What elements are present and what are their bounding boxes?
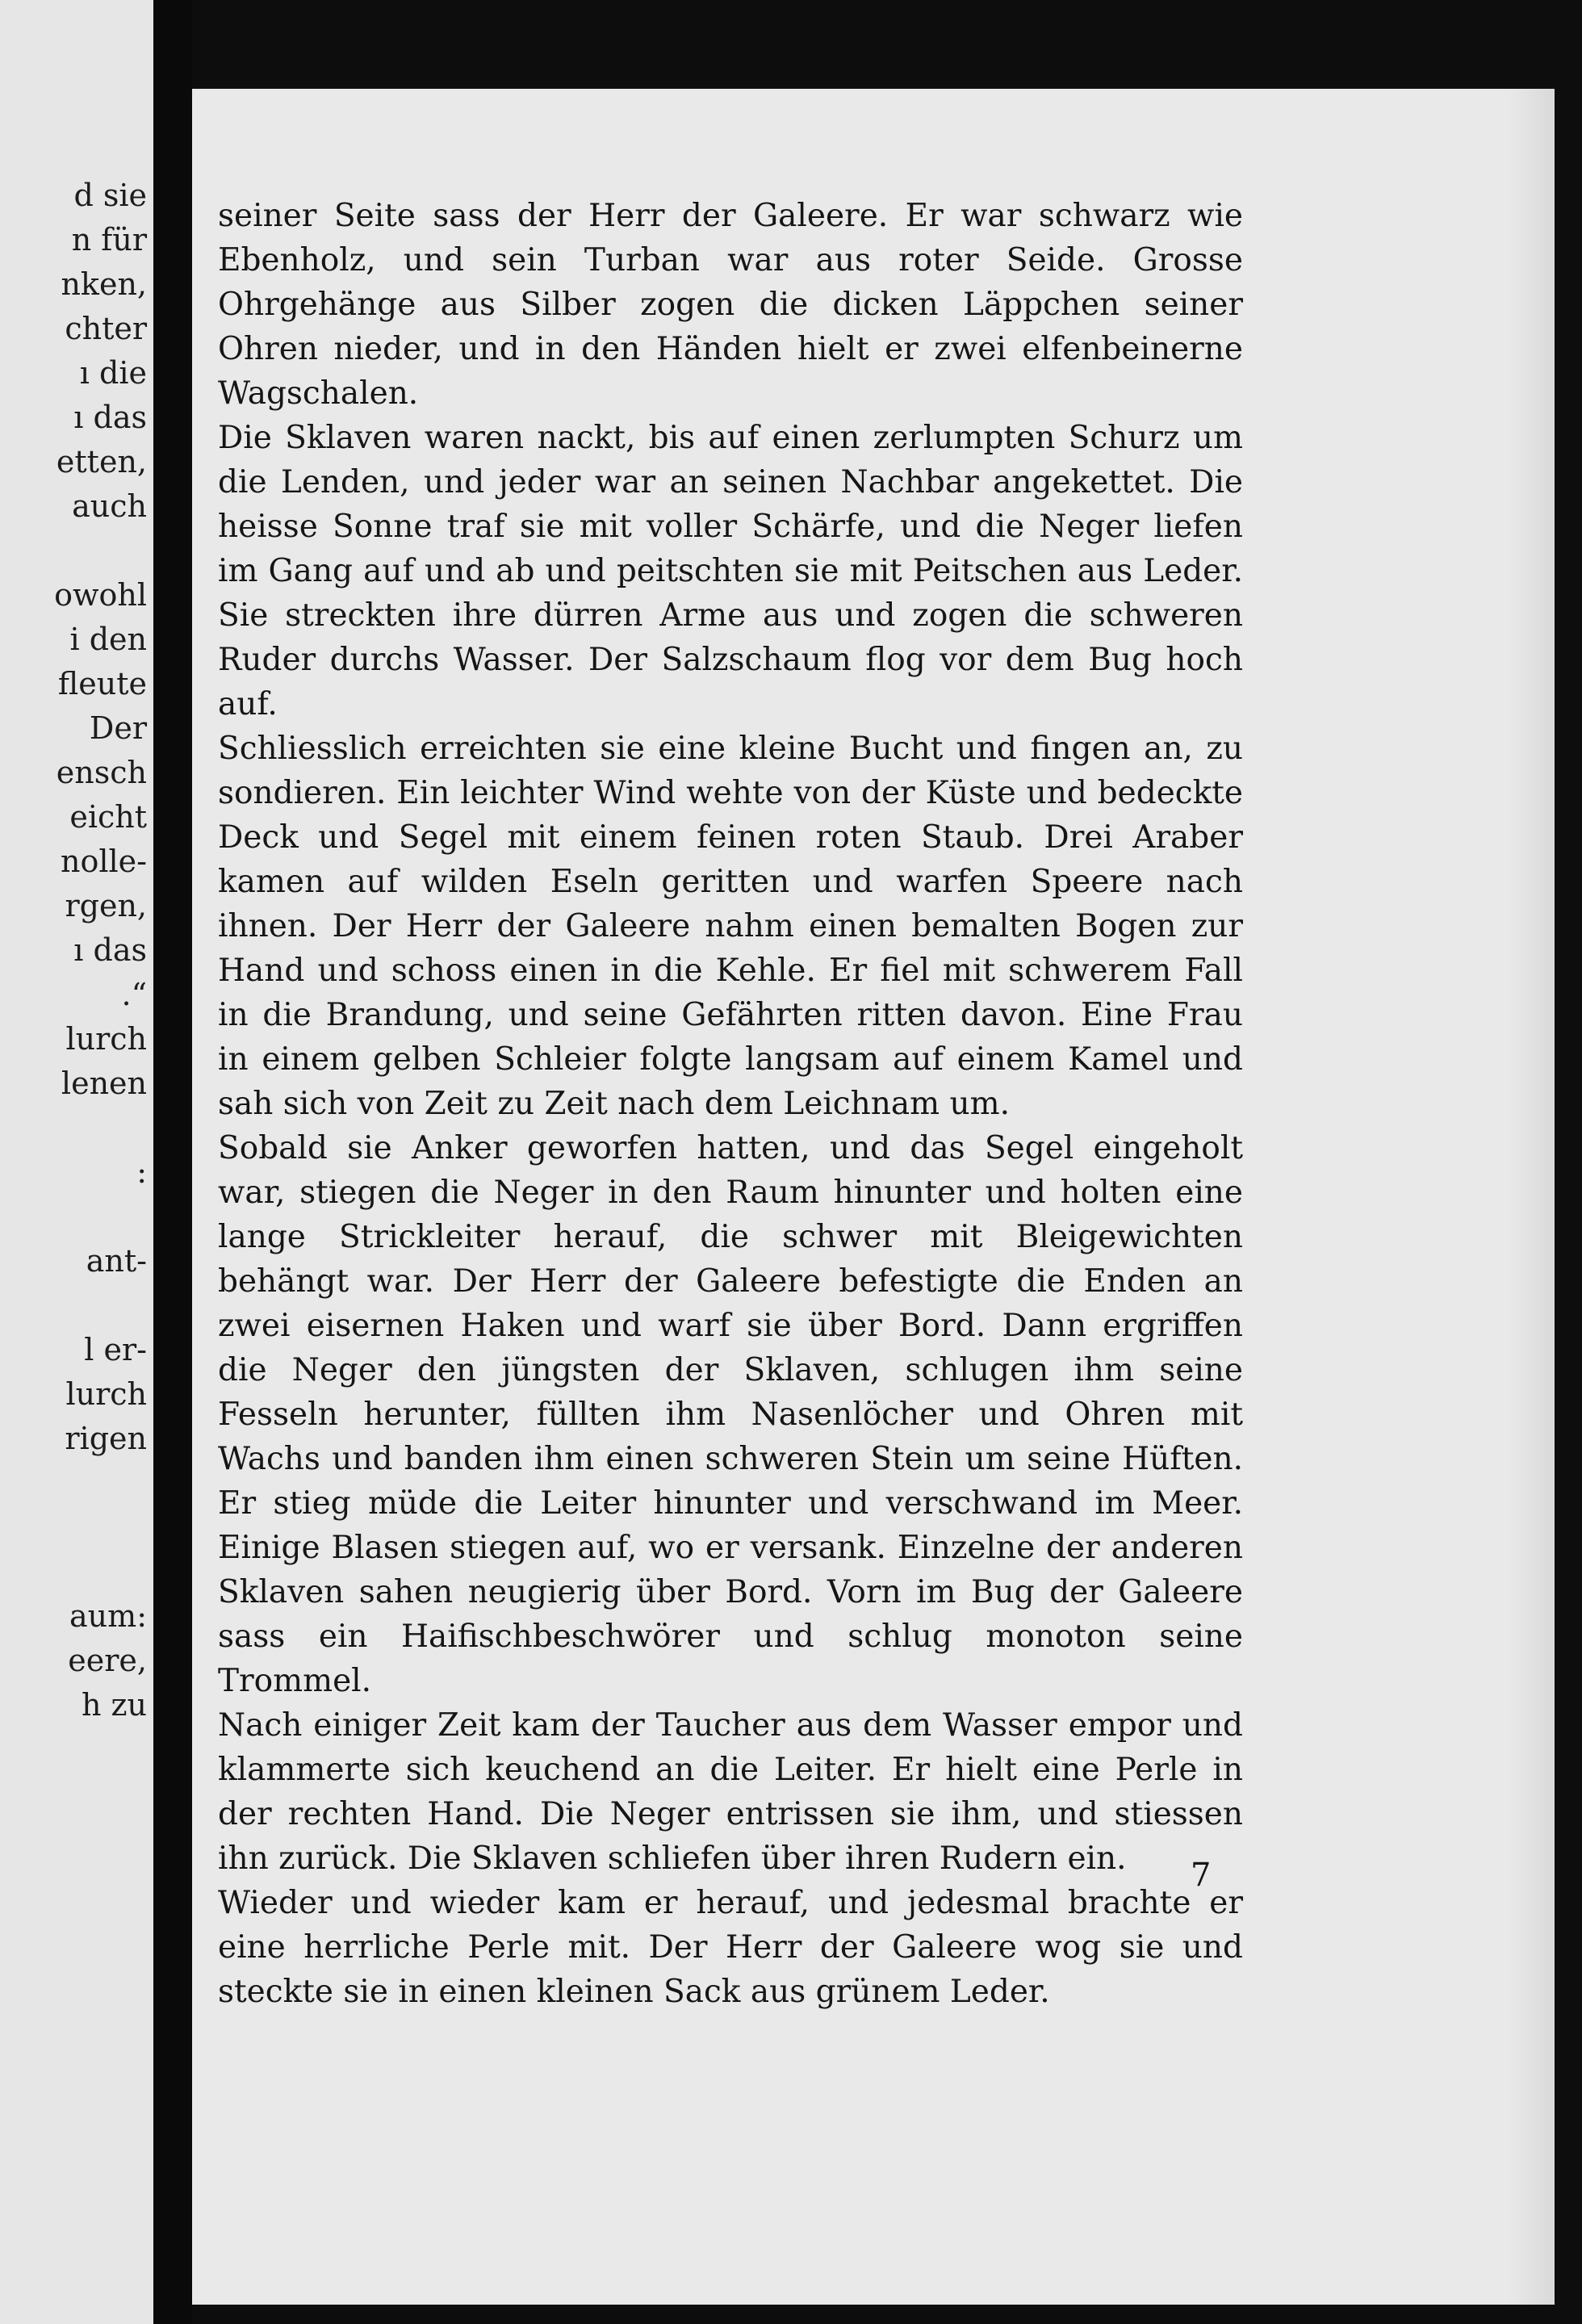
book-gutter — [153, 0, 192, 2324]
left-page-edge — [0, 0, 153, 2324]
page-edge-shadow — [1509, 89, 1555, 2305]
paragraph: Die Sklaven waren nackt, bis auf einen zerlumpten Schurz um die Lenden, und jeder war an seinen Nachbar angekettet. Die heisse Sonne traf sie mit voller Schärfe, und die Neger liefen im Gang auf und ab und peitschten sie mit Peitschen aus Leder. Sie streckten ihre dürren Arme aus und zogen die schweren Ruder durchs Wasser. Der Salzschaum flog vor dem Bug hoch auf. — [218, 420, 1243, 722]
paragraph: seiner Seite sass der Herr der Galeere. Er war schwarz wie Ebenholz, und sein Turban war aus roter Seide. Grosse Ohrgehänge aus Silber zogen die dicken Läppchen seiner Ohren nieder, und in den Händen hielt er zwei elfenbeinerne Wagschalen. — [218, 198, 1243, 412]
paragraph: Schliesslich erreichten sie eine kleine Bucht und fingen an, zu sondieren. Ein leichter Wind wehte von der Küste und bedeckte Deck und Segel mit einem feinen roten Staub. Drei Araber kamen auf wilden Eseln geritten und warfen Speere nach ihnen. Der Herr der Galeere nahm einen bemalten Bogen zur Hand und schoss einen in die Kehle. Er fiel mit schwerem Fall in die Brandung, und seine Gefährten ritten davon. Eine Frau in einem gelben Schleier folgte langsam auf einem Kamel und sah sich von Zeit zu Zeit nach dem Leichnam um. — [218, 731, 1243, 1122]
page-number: 7 — [1191, 1857, 1212, 1894]
paragraph: Nach einiger Zeit kam der Taucher aus dem Wasser empor und klammerte sich keuchend an die Leiter. Er hielt eine Perle in der rechten Hand. Die Neger entrissen sie ihm, und stiessen ihn zurück. Die Sklaven schliefen über ihren Rudern ein. — [218, 1707, 1243, 1877]
page-text — [218, 194, 1243, 2014]
left-page-text-fragments: d sie n für nken, chter ı die ı das etten, auch owohl i den fleute Der ensch eicht nolle- rgen, ı das .“ lurch lenen : ant- l er- lurch rigen aum: eere, h zu — [54, 178, 147, 1723]
paragraph: Sobald sie Anker geworfen hatten, und das Segel eingeholt war, stiegen die Neger in den Raum hinunter und holten eine lange Strickleiter herauf, die schwer mit Bleigewichten behängt war. Der Herr der Galeere befestigte die Enden an zwei eisernen Haken und warf sie über Bord. Dann ergriffen die Neger den jüngsten der Sklaven, schlugen ihm seine Fesseln herunter, füllten ihm Nasenlöcher und Ohren mit Wachs und banden ihm einen schweren Stein um seine Hüften. Er stieg müde die Leiter hinunter und verschwand im Meer. Einige Blasen stiegen auf, wo er versank. Einzelne der anderen Sklaven sahen neugierig über Bord. Vorn im Bug der Galeere sass ein Haifischbeschwörer und schlug monoton seine Trommel. — [218, 1130, 1243, 1699]
paragraph: Wieder und wieder kam er herauf, und jedesmal brachte er eine herrliche Perle mit. Der Herr der Galeere wog sie und steckte sie in einen kleinen Sack aus grünem Leder. — [218, 1885, 1243, 2010]
